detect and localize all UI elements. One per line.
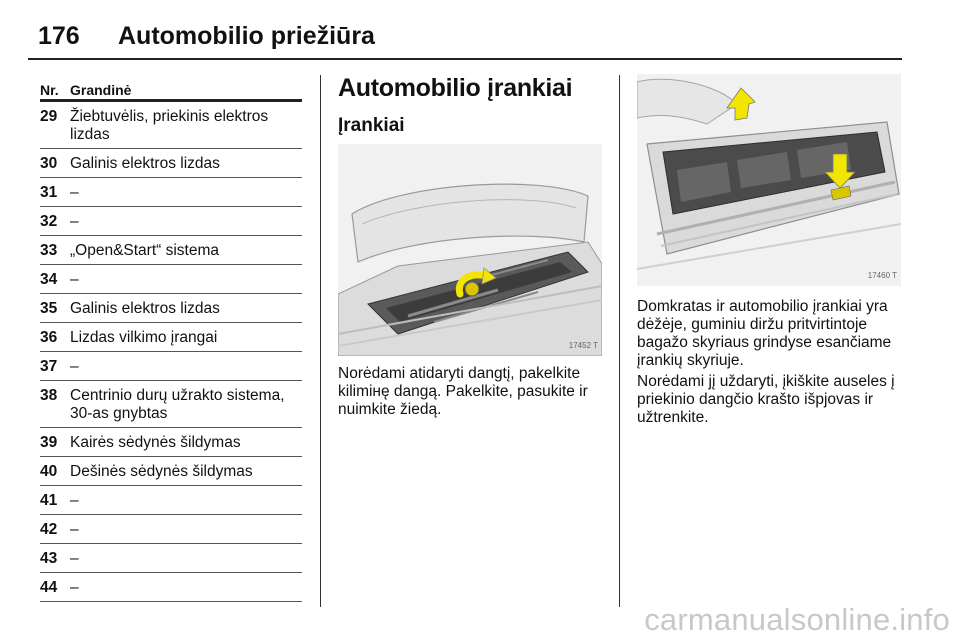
fuse-circuit: Centrinio durų užrakto sistema, 30-as gnybtas [70, 387, 285, 422]
figure-number: 17452 T [568, 341, 598, 350]
fuse-circuit: – [70, 579, 79, 596]
table-row [40, 102, 302, 149]
fuse-number: 39 [40, 434, 58, 451]
fuse-circuit: – [70, 184, 79, 201]
figure-number-right: 17460 T [867, 271, 897, 280]
fuse-number: 36 [40, 329, 58, 346]
tool-compartment-drawing [338, 144, 602, 356]
fuse-number: 44 [40, 579, 58, 596]
fuse-number: 33 [40, 242, 58, 259]
fuse-circuit: Galinis elektros lizdas [70, 155, 220, 172]
fuse-number: 34 [40, 271, 58, 288]
fuse-table [40, 80, 302, 602]
header-rule [28, 58, 902, 60]
fuse-circuit: – [70, 271, 79, 288]
watermark: carmanualsonline.info [644, 602, 950, 637]
table-row [40, 515, 302, 544]
fuse-circuit: Kairės sėdynės šildymas [70, 434, 241, 451]
fuse-number: 40 [40, 463, 58, 480]
fuse-number: 42 [40, 521, 58, 538]
fuse-table-body [40, 102, 302, 602]
table-row [40, 457, 302, 486]
running-title: Automobilio priežiūra [118, 22, 375, 50]
fuse-circuit: – [70, 358, 79, 375]
fuse-number: 29 [40, 108, 58, 125]
jack-compartment-drawing [637, 74, 901, 286]
fuse-number: 30 [40, 155, 58, 172]
fuse-number: 32 [40, 213, 58, 230]
fuse-number: 35 [40, 300, 58, 317]
fuse-circuit: Galinis elektros lizdas [70, 300, 220, 317]
fuse-circuit: Dešinės sėdynės šildymas [70, 463, 253, 480]
tool-compartment-illustration [338, 144, 602, 356]
table-row [40, 544, 302, 573]
page-number: 176 [38, 22, 80, 50]
column-divider-right [619, 75, 620, 607]
table-row [40, 265, 302, 294]
jack-compartment-illustration [637, 74, 901, 286]
table-row [40, 381, 302, 428]
table-row [40, 323, 302, 352]
fuse-circuit: Lizdas vilkimo įrangai [70, 329, 218, 346]
table-row [40, 294, 302, 323]
table-row [40, 486, 302, 515]
section-title: Automobilio įrankiai [338, 74, 573, 102]
fuse-number: 41 [40, 492, 58, 509]
page-header [28, 14, 908, 62]
fuse-number: 38 [40, 387, 58, 404]
fuse-circuit: – [70, 550, 79, 567]
table-row [40, 207, 302, 236]
column-header-nr: Nr. [40, 82, 59, 98]
fuse-circuit: – [70, 213, 79, 230]
fuse-circuit: Žiebtuvėlis, priekinis elektros lizdas [70, 108, 269, 143]
table-row [40, 573, 302, 602]
table-row [40, 352, 302, 381]
fuse-number: 43 [40, 550, 58, 567]
fuse-circuit: – [70, 521, 79, 538]
table-row [40, 236, 302, 265]
column-divider-left [320, 75, 321, 607]
sub-title: Įrankiai [338, 115, 405, 136]
open-instructions: Norėdami atidaryti dangtį, pakelkite kilimінę dangą. Pakelkite, pasukite ir nuimkite žiedą. [338, 365, 588, 418]
fuse-number: 31 [40, 184, 58, 201]
column-header-circuit: Grandinė [70, 82, 132, 98]
table-row [40, 178, 302, 207]
fuse-circuit: „Open&Start“ sistema [70, 242, 220, 259]
close-instructions: Norėdami jį uždaryti, įkiškite auseles į priekinio dangčio krašto išpjovas ir užtrenkite. [637, 373, 895, 426]
table-row [40, 149, 302, 178]
fuse-number: 37 [40, 358, 58, 375]
jack-location-text: Domkratas ir automobilio įrankiai yra dėžėje, guminiu diržu pritvirtintoje bagažo skyriaus grindyse esančiame įrankių skyriuje. [637, 298, 892, 369]
fuse-table-header [40, 80, 302, 102]
fuse-circuit: – [70, 492, 79, 509]
table-row [40, 428, 302, 457]
